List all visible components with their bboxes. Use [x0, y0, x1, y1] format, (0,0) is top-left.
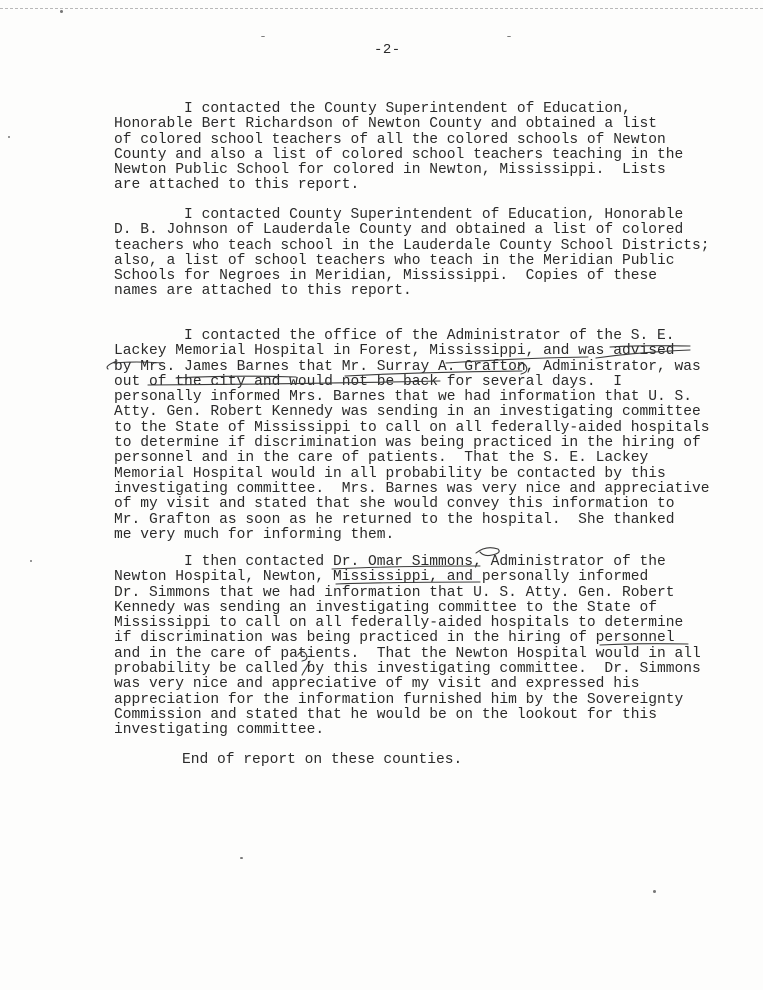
paragraph-county-superintendent-newton: I contacted the County Superintendent of Education, Honorable Bert Richardson of Newton County and obtained a list of colored school teachers of all the colored schools of Newton County and also a list of colored school teachers teaching in the Newton Public School for colored in Newton, Mississippi. Lists are attached to this report.: [114, 101, 684, 194]
scan-speck: [507, 36, 511, 37]
paragraph-newton-hospital: I then contacted Dr. Omar Simmons, Administrator of the Newton Hospital, Newton, Mississippi, and personally informed Dr. Simmons that we had information that U. S. Atty. Gen. Robert Kennedy was sending an investigating committee to the State of Mississippi to call on all federally-aided hospitals to determine if discrimination was being practiced in the hiring of personnel and in the care of patients. That the Newton Hospital would in all probability be called by this investigating committee. Dr. Simmons was very nice and appreciative of my visit and expressed his appreciation for the information furnished him by the Sovereignty Commission and stated that he would be on the lookout for this investigating committee.: [114, 554, 701, 739]
top-edge-border: [0, 0, 763, 9]
paragraph-lackey-memorial-hospital: I contacted the office of the Administrator of the S. E. Lackey Memorial Hospital in Forest, Mississippi, and was advised by Mrs. James Barnes that Mr. Surray A. Grafton, Administrator, was out of the city and would not be back for several days. I personally informed Mrs. Barnes that we had information that U. S. Atty. Gen. Robert Kennedy was sending in an investigating committee to the State of Mississippi to call on all federally-aided hospitals to determine if discrimination was being practiced in the hiring of personnel and in the care of patients. That the S. E. Lackey Memorial Hospital would in all probability be contacted by this investigating committee. Mrs. Barnes was very nice and appreciative of my visit and stated that she would convey this information to Mr. Grafton as soon as he returned to the hospital. She thanked me very much for informing them.: [114, 328, 710, 543]
scan-speck: [653, 890, 656, 893]
scan-speck: [60, 10, 63, 13]
page-number: -2-: [374, 42, 401, 58]
scan-speck: [30, 560, 32, 562]
scan-speck: [240, 857, 243, 859]
paragraph-county-superintendent-lauderdale: I contacted County Superintendent of Education, Honorable D. B. Johnson of Lauderdale County and obtained a list of colored teachers who teach school in the Lauderdale County School Districts; also, a list of school teachers who teach in the Meridian Public Schools for Negroes in Meridian, Mississippi. Copies of these names are attached to this report.: [114, 207, 710, 300]
paragraph-end-of-report: End of report on these counties.: [182, 752, 463, 768]
scan-speck: [261, 36, 265, 37]
scan-speck: [8, 136, 10, 138]
